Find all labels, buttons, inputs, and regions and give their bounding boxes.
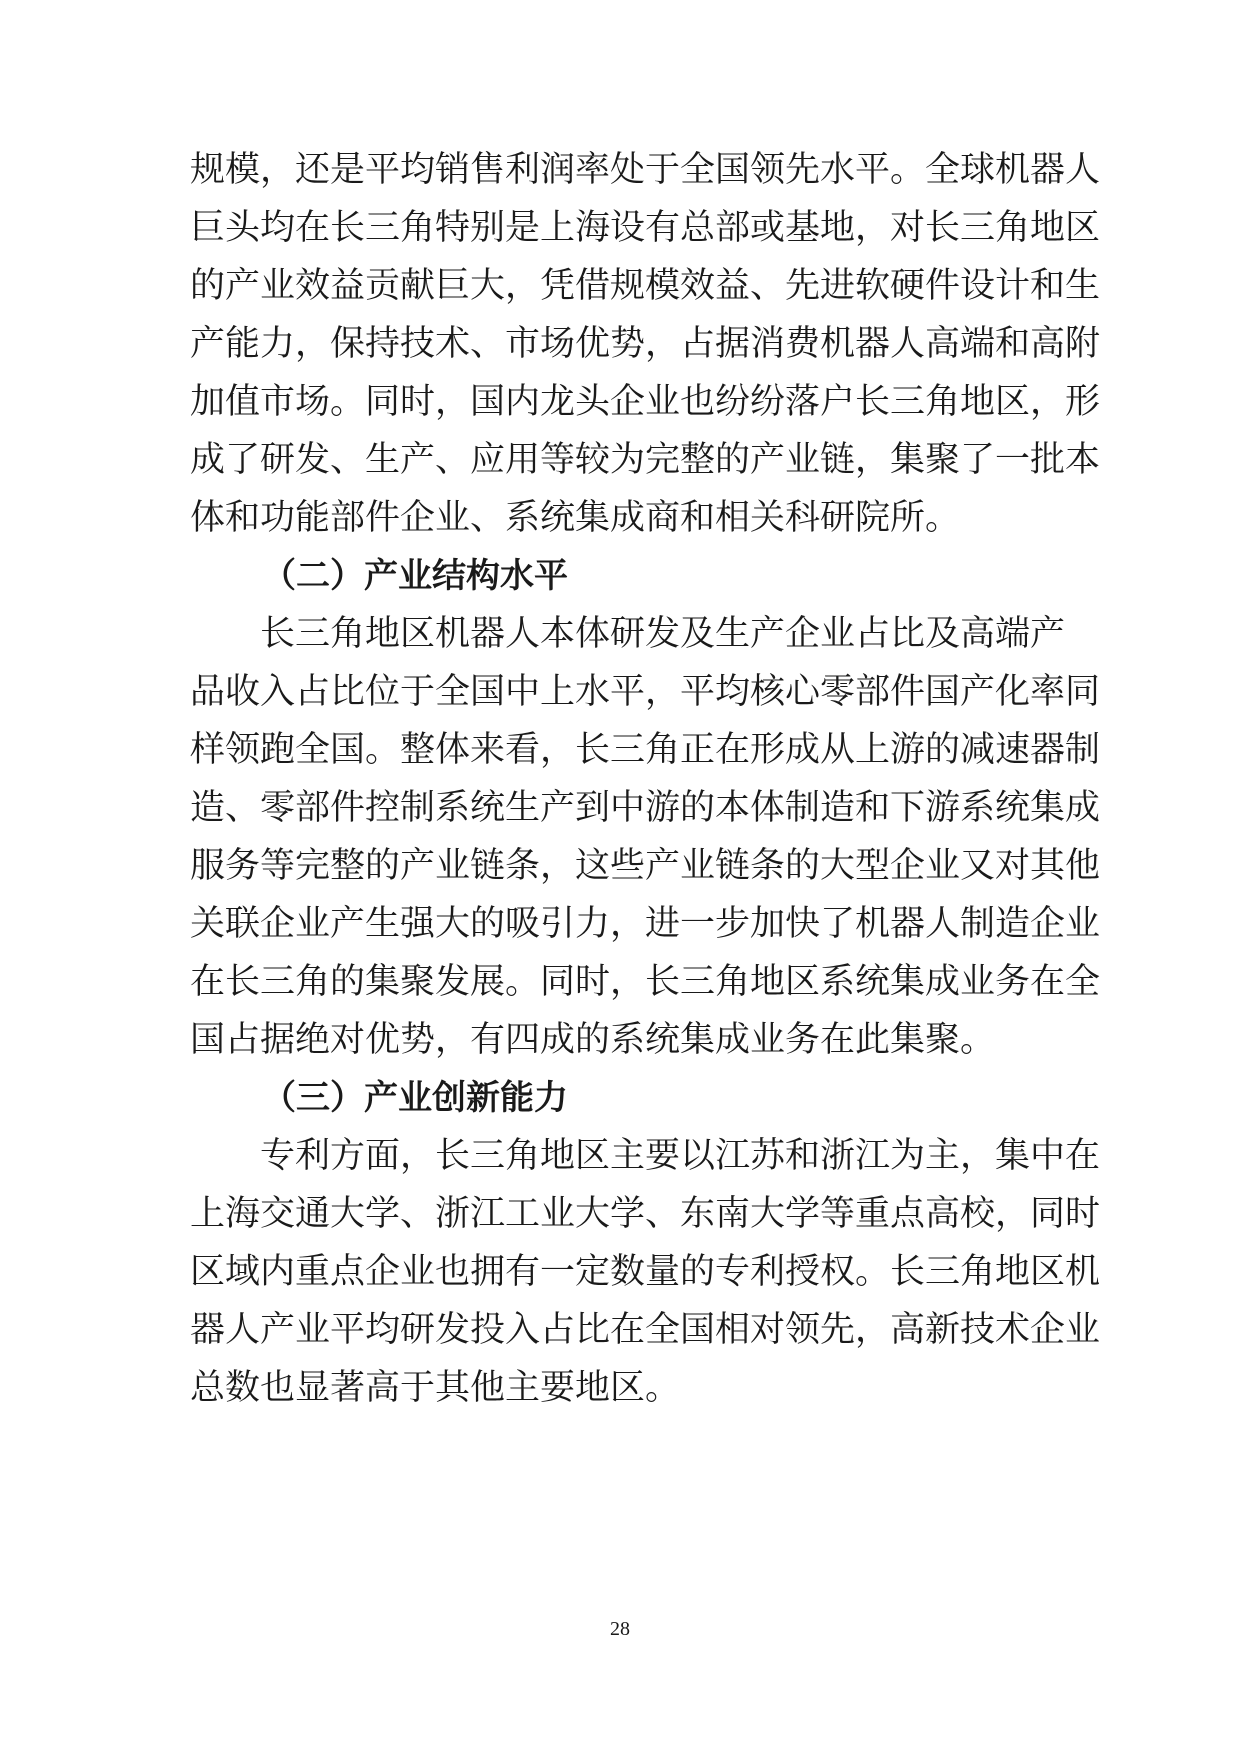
paragraph-line: 总数也显著高于其他主要地区。: [190, 1368, 681, 1408]
paragraph-line: 产能力，保持技术、市场优势，占据消费机器人高端和高附: [190, 324, 1101, 364]
paragraph-line: 区域内重点企业也拥有一定数量的专利授权。长三角地区机: [190, 1252, 1101, 1292]
section-heading-innovation: （三）产业创新能力: [262, 1078, 568, 1118]
paragraph-line: 关联企业产生强大的吸引力，进一步加快了机器人制造企业: [190, 904, 1101, 944]
paragraph-line: 巨头均在长三角特别是上海设有总部或基地，对长三角地区: [190, 208, 1101, 248]
paragraph-line: 成了研发、生产、应用等较为完整的产业链，集聚了一批本: [190, 440, 1101, 480]
paragraph-line: 在长三角的集聚发展。同时，长三角地区系统集成业务在全: [190, 962, 1101, 1002]
paragraph-line: 的产业效益贡献巨大，凭借规模效益、先进软硬件设计和生: [190, 266, 1101, 306]
paragraph-line: 上海交通大学、浙江工业大学、东南大学等重点高校，同时: [190, 1194, 1101, 1234]
paragraph-line: 规模，还是平均销售利润率处于全国领先水平。全球机器人: [190, 150, 1101, 190]
paragraph-line: 服务等完整的产业链条，这些产业链条的大型企业又对其他: [190, 846, 1101, 886]
paragraph-line: 造、零部件控制系统生产到中游的本体制造和下游系统集成: [190, 788, 1101, 828]
paragraph-line: 长三角地区机器人本体研发及生产企业占比及高端产: [260, 614, 1066, 654]
page-number: 28: [610, 1618, 630, 1640]
paragraph-line: 加值市场。同时，国内龙头企业也纷纷落户长三角地区，形: [190, 382, 1101, 422]
paragraph-line: 体和功能部件企业、系统集成商和相关科研院所。: [190, 498, 961, 538]
paragraph-line: 器人产业平均研发投入占比在全国相对领先，高新技术企业: [190, 1310, 1101, 1350]
paragraph-line: 样领跑全国。整体来看，长三角正在形成从上游的减速器制: [190, 730, 1101, 770]
paragraph-line: 品收入占比位于全国中上水平，平均核心零部件国产化率同: [190, 672, 1101, 712]
section-heading-structure: （二）产业结构水平: [262, 556, 568, 596]
paragraph-line: 国占据绝对优势，有四成的系统集成业务在此集聚。: [190, 1020, 996, 1060]
paragraph-line: 专利方面，长三角地区主要以江苏和浙江为主，集中在: [260, 1136, 1101, 1176]
